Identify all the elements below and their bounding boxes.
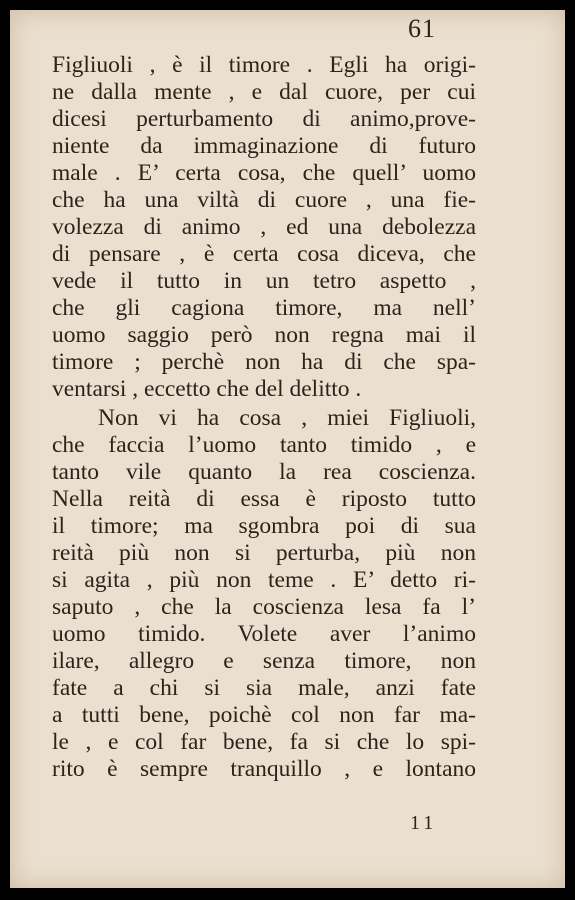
text-line: male . E’ certa cosa, che quell’ uomo [52,160,476,186]
text-line: le , e col far bene, fa si che lo spi- [52,729,476,755]
text-line: dicesi perturbamento di animo,prove- [52,106,476,132]
text-line: ne dalla mente , e dal cuore, per cui [52,79,476,105]
text-line: tanto vile quanto la rea coscienza. [52,459,476,485]
text-line: rito è sempre tranquillo , e lontano [52,756,476,782]
text-line: a tutti bene, poichè col non far ma- [52,702,476,728]
text-line: che gli cagiona timore, ma nell’ [52,295,476,321]
text-line: ilare, allegro e senza timore, non [52,648,476,674]
paragraph-first-line: Non vi ha cosa , miei Figliuoli, [98,405,476,431]
text-line: timore ; perchè non ha di che spa- [52,349,476,375]
text-line: Nella reità di essa è riposto tutto [52,486,476,512]
text-line: il timore; ma sgombra poi di sua [52,513,476,539]
signature-mark: 11 [410,812,438,834]
book-page [10,10,565,888]
text-line: uomo timido. Volete aver l’animo [52,621,476,647]
text-line: fate a chi si sia male, anzi fate [52,675,476,701]
text-line: di pensare , è certa cosa diceva, che [52,241,476,267]
text-line: reità più non si perturba, più non [52,540,476,566]
text-line: niente da immaginazione di futuro [52,133,476,159]
text-line: vede il tutto in un tetro aspetto , [52,268,476,294]
text-line: volezza di animo , ed una debolezza [52,214,476,240]
text-line: che ha una viltà di cuore , una fie- [52,187,476,213]
text-line: Figliuoli , è il timore . Egli ha origi- [52,52,476,78]
text-line: che faccia l’uomo tanto timido , e [52,432,476,458]
text-line: ventarsi , eccetto che del delitto . [52,376,362,402]
text-line: uomo saggio però non regna mai il [52,322,476,348]
text-line: si agita , più non teme . E’ detto ri- [52,567,476,593]
page-number: 61 [408,14,436,43]
text-line: saputo , che la coscienza lesa fa l’ [52,594,476,620]
